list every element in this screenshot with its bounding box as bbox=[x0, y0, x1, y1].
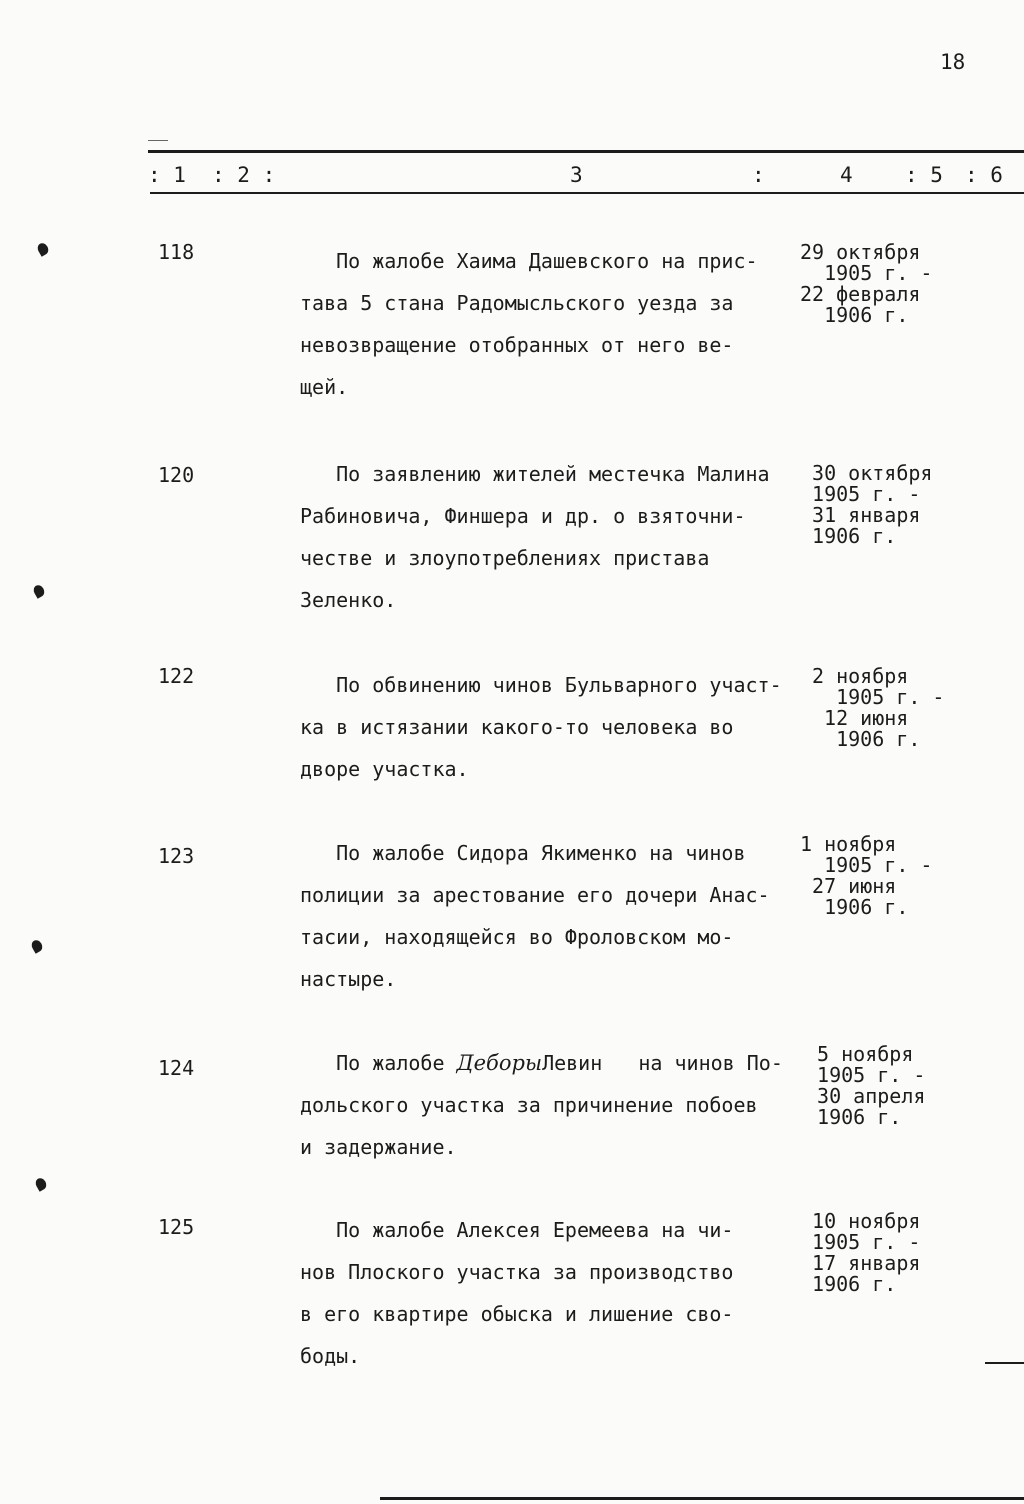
margin-rule-fragment bbox=[985, 1362, 1024, 1364]
text-segment: Левин на чинов По- bbox=[542, 1051, 783, 1075]
date-line: 1905 г. - bbox=[800, 482, 921, 506]
date-line: 1905 г. - bbox=[812, 685, 945, 709]
bottom-rule bbox=[380, 1497, 1024, 1500]
text-line: По жалобе Алексея Еремеева на чи- bbox=[300, 1218, 734, 1242]
record-dates bbox=[800, 834, 1020, 918]
record-description bbox=[300, 453, 800, 621]
column-header-5: : 5 bbox=[905, 163, 943, 187]
record-dates bbox=[800, 463, 1020, 547]
table-header-rule bbox=[150, 192, 1024, 194]
text-line: По жалобе Сидора Якименко на чинов bbox=[300, 841, 746, 865]
text-line: По заявлению жителей местечка Малина bbox=[300, 462, 770, 486]
text-line: дольского участка за причинение побоев bbox=[300, 1093, 758, 1117]
text-line: полиции за арестование его дочери Анас- bbox=[300, 883, 770, 907]
date-line: 1 ноября bbox=[800, 832, 897, 856]
date-line: 22 февраля bbox=[800, 282, 921, 306]
date-line: 31 января bbox=[800, 503, 921, 527]
record-description bbox=[300, 664, 800, 790]
date-line: 17 января bbox=[800, 1251, 921, 1275]
record-dates bbox=[805, 1044, 1024, 1128]
date-line: 1906 г. bbox=[800, 303, 909, 327]
date-line: 1906 г. bbox=[805, 1105, 902, 1129]
handwritten-insertion: Деборы bbox=[456, 1051, 543, 1075]
text-line: дворе участка. bbox=[300, 757, 469, 781]
date-line: 12 июня bbox=[812, 706, 909, 730]
date-line: 1906 г. bbox=[812, 727, 921, 751]
date-line: 1905 г. - bbox=[800, 261, 933, 285]
date-line: 1905 г. - bbox=[800, 853, 933, 877]
record-dates bbox=[812, 666, 1024, 750]
text-line bbox=[300, 1042, 800, 1084]
binder-mark bbox=[34, 1176, 49, 1191]
date-line: 2 ноября bbox=[812, 664, 909, 688]
date-line: 30 апреля bbox=[805, 1084, 926, 1108]
text-line: боды. bbox=[300, 1344, 361, 1368]
date-line: 1906 г. bbox=[800, 895, 909, 919]
record-number: 123 bbox=[158, 844, 195, 868]
text-line: Зеленко. bbox=[300, 588, 397, 612]
column-separator: : bbox=[752, 163, 765, 187]
top-rule-fragment bbox=[148, 140, 168, 141]
binder-mark bbox=[36, 241, 51, 256]
record-description bbox=[300, 1209, 800, 1377]
text-line: тасии, находящейся во Фроловском мо- bbox=[300, 925, 734, 949]
column-header-3: 3 bbox=[570, 163, 583, 187]
date-line: 30 октября bbox=[800, 461, 933, 485]
text-line: нов Плоского участка за производство bbox=[300, 1260, 734, 1284]
record-description bbox=[300, 832, 800, 1000]
column-header-1: : 1 bbox=[148, 163, 186, 187]
binder-mark bbox=[30, 938, 45, 953]
record-description bbox=[300, 1042, 800, 1168]
text-line: По жалобе Хаима Дашевского на прис- bbox=[300, 249, 758, 273]
record-description bbox=[300, 240, 800, 408]
text-line: невозвращение отобранных от него ве- bbox=[300, 333, 734, 357]
date-line: 1905 г. - bbox=[800, 1230, 921, 1254]
text-line: По обвинению чинов Бульварного участ- bbox=[300, 673, 782, 697]
date-line: 10 ноября bbox=[800, 1209, 921, 1233]
column-header-2: : 2 : bbox=[212, 163, 276, 187]
text-line: ка в истязании какого-то человека во bbox=[300, 715, 734, 739]
text-line: в его квартире обыска и лишение сво- bbox=[300, 1302, 734, 1326]
text-segment: По жалобе bbox=[300, 1051, 457, 1075]
date-line: 27 июня bbox=[800, 874, 897, 898]
column-header-6: : 6 bbox=[965, 163, 1003, 187]
column-header-4: 4 bbox=[840, 163, 853, 187]
binder-mark bbox=[32, 583, 47, 598]
text-line: и задержание. bbox=[300, 1135, 457, 1159]
text-line: честве и злоупотреблениях пристава bbox=[300, 546, 710, 570]
text-line: Рабиновича, Финшера и др. о взяточни- bbox=[300, 504, 746, 528]
record-number: 118 bbox=[158, 240, 195, 264]
text-line: тава 5 стана Радомысльского уезда за bbox=[300, 291, 734, 315]
date-line: 1906 г. bbox=[800, 1272, 897, 1296]
text-line: настыре. bbox=[300, 967, 397, 991]
record-number: 120 bbox=[158, 463, 195, 487]
record-number: 124 bbox=[158, 1056, 195, 1080]
date-line: 5 ноября bbox=[805, 1042, 914, 1066]
date-line: 1905 г. - bbox=[805, 1063, 926, 1087]
record-number: 122 bbox=[158, 664, 195, 688]
record-dates bbox=[800, 242, 1020, 326]
record-number: 125 bbox=[158, 1215, 195, 1239]
text-line: щей. bbox=[300, 375, 349, 399]
table-top-rule bbox=[148, 150, 1024, 153]
date-line: 1906 г. bbox=[800, 524, 897, 548]
date-line: 29 октября bbox=[800, 240, 921, 264]
page-number: 18 bbox=[940, 50, 966, 74]
record-dates bbox=[800, 1211, 1020, 1295]
